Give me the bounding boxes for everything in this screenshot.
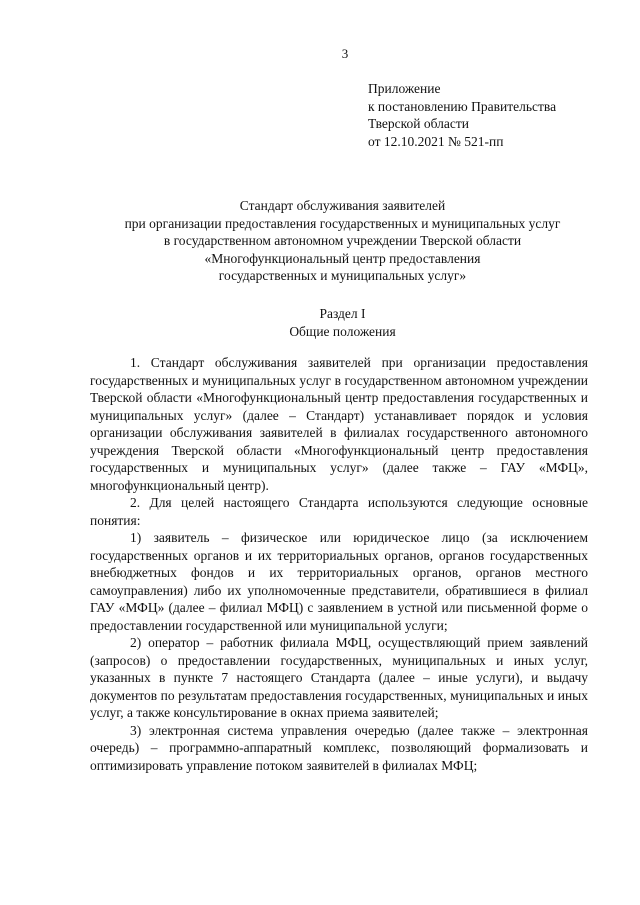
annex-line-2: к постановлению Правительства <box>368 98 557 114</box>
title-line-2: при организации предоставления государственных и муниципальных услуг <box>124 215 561 231</box>
paragraph-1: 1. Стандарт обслуживания заявителей при организации предоставления государственных и муниципальных услуг в государственном автономном учреждении Тверской области «Многофункциональный центр предоставления государственных и муниципальных услуг» (далее – Стандарт) устанавливает порядок и условия организации обслуживания заявителей в филиалах государственного автономного учреждения Тверской области «Многофункциональный центр предоставления государственных и муниципальных услуг» (далее также – ГАУ «МФЦ», многофункциональный центр). <box>90 355 588 493</box>
section-heading <box>90 305 595 341</box>
paragraph-4: 2) оператор – работник филиала МФЦ, осуществляющий прием заявлений (запросов) о предоставлении государственных, муниципальных и иных услуг, указанных в пункте 7 настоящего Стандарта (далее – иные услуги), и выдачу документов по результатам предоставления государственных, муниципальных и иных услуг, а также консультирование в окнах приема заявителей; <box>90 635 588 720</box>
paragraph-5: 3) электронная система управления очередью (далее также – электронная очередь) – программно-аппаратный комплекс, позволяющий формализовать и оптимизировать управление потоком заявителей в филиалах МФЦ; <box>90 722 588 773</box>
page-number: 3 <box>341 46 349 61</box>
annex-line-1: Приложение <box>368 81 441 96</box>
body-text <box>90 354 588 774</box>
section-name: Общие положения <box>289 324 396 339</box>
section-number: Раздел I <box>319 306 366 321</box>
annex-line-3: Тверской области <box>368 116 469 131</box>
annex-line-4: от 12.10.2021 № 521-пп <box>368 133 504 149</box>
annex-block <box>368 80 556 150</box>
paragraph-2: 2. Для целей настоящего Стандарта используются следующие основные понятия: <box>90 495 588 528</box>
title-line-5: государственных и муниципальных услуг» <box>218 268 467 283</box>
title-line-4: «Многофункциональный центр предоставления <box>204 250 481 266</box>
title-line-1: Стандарт обслуживания заявителей <box>239 198 446 213</box>
title-line-3: в государственном автономном учреждении Тверской области <box>163 233 522 248</box>
document-title <box>90 197 595 285</box>
paragraph-3: 1) заявитель – физическое или юридическое лицо (за исключением государственных органов и их территориальных органов, органов государственных внебюджетных фондов и их территориальных органов, органов местного самоуправления) либо их уполномоченные представители, обратившиеся в филиал ГАУ «МФЦ» (далее – филиал МФЦ) с заявлением в устной или письменной форме о предоставлении государственной или муниципальной услуги; <box>90 530 588 633</box>
